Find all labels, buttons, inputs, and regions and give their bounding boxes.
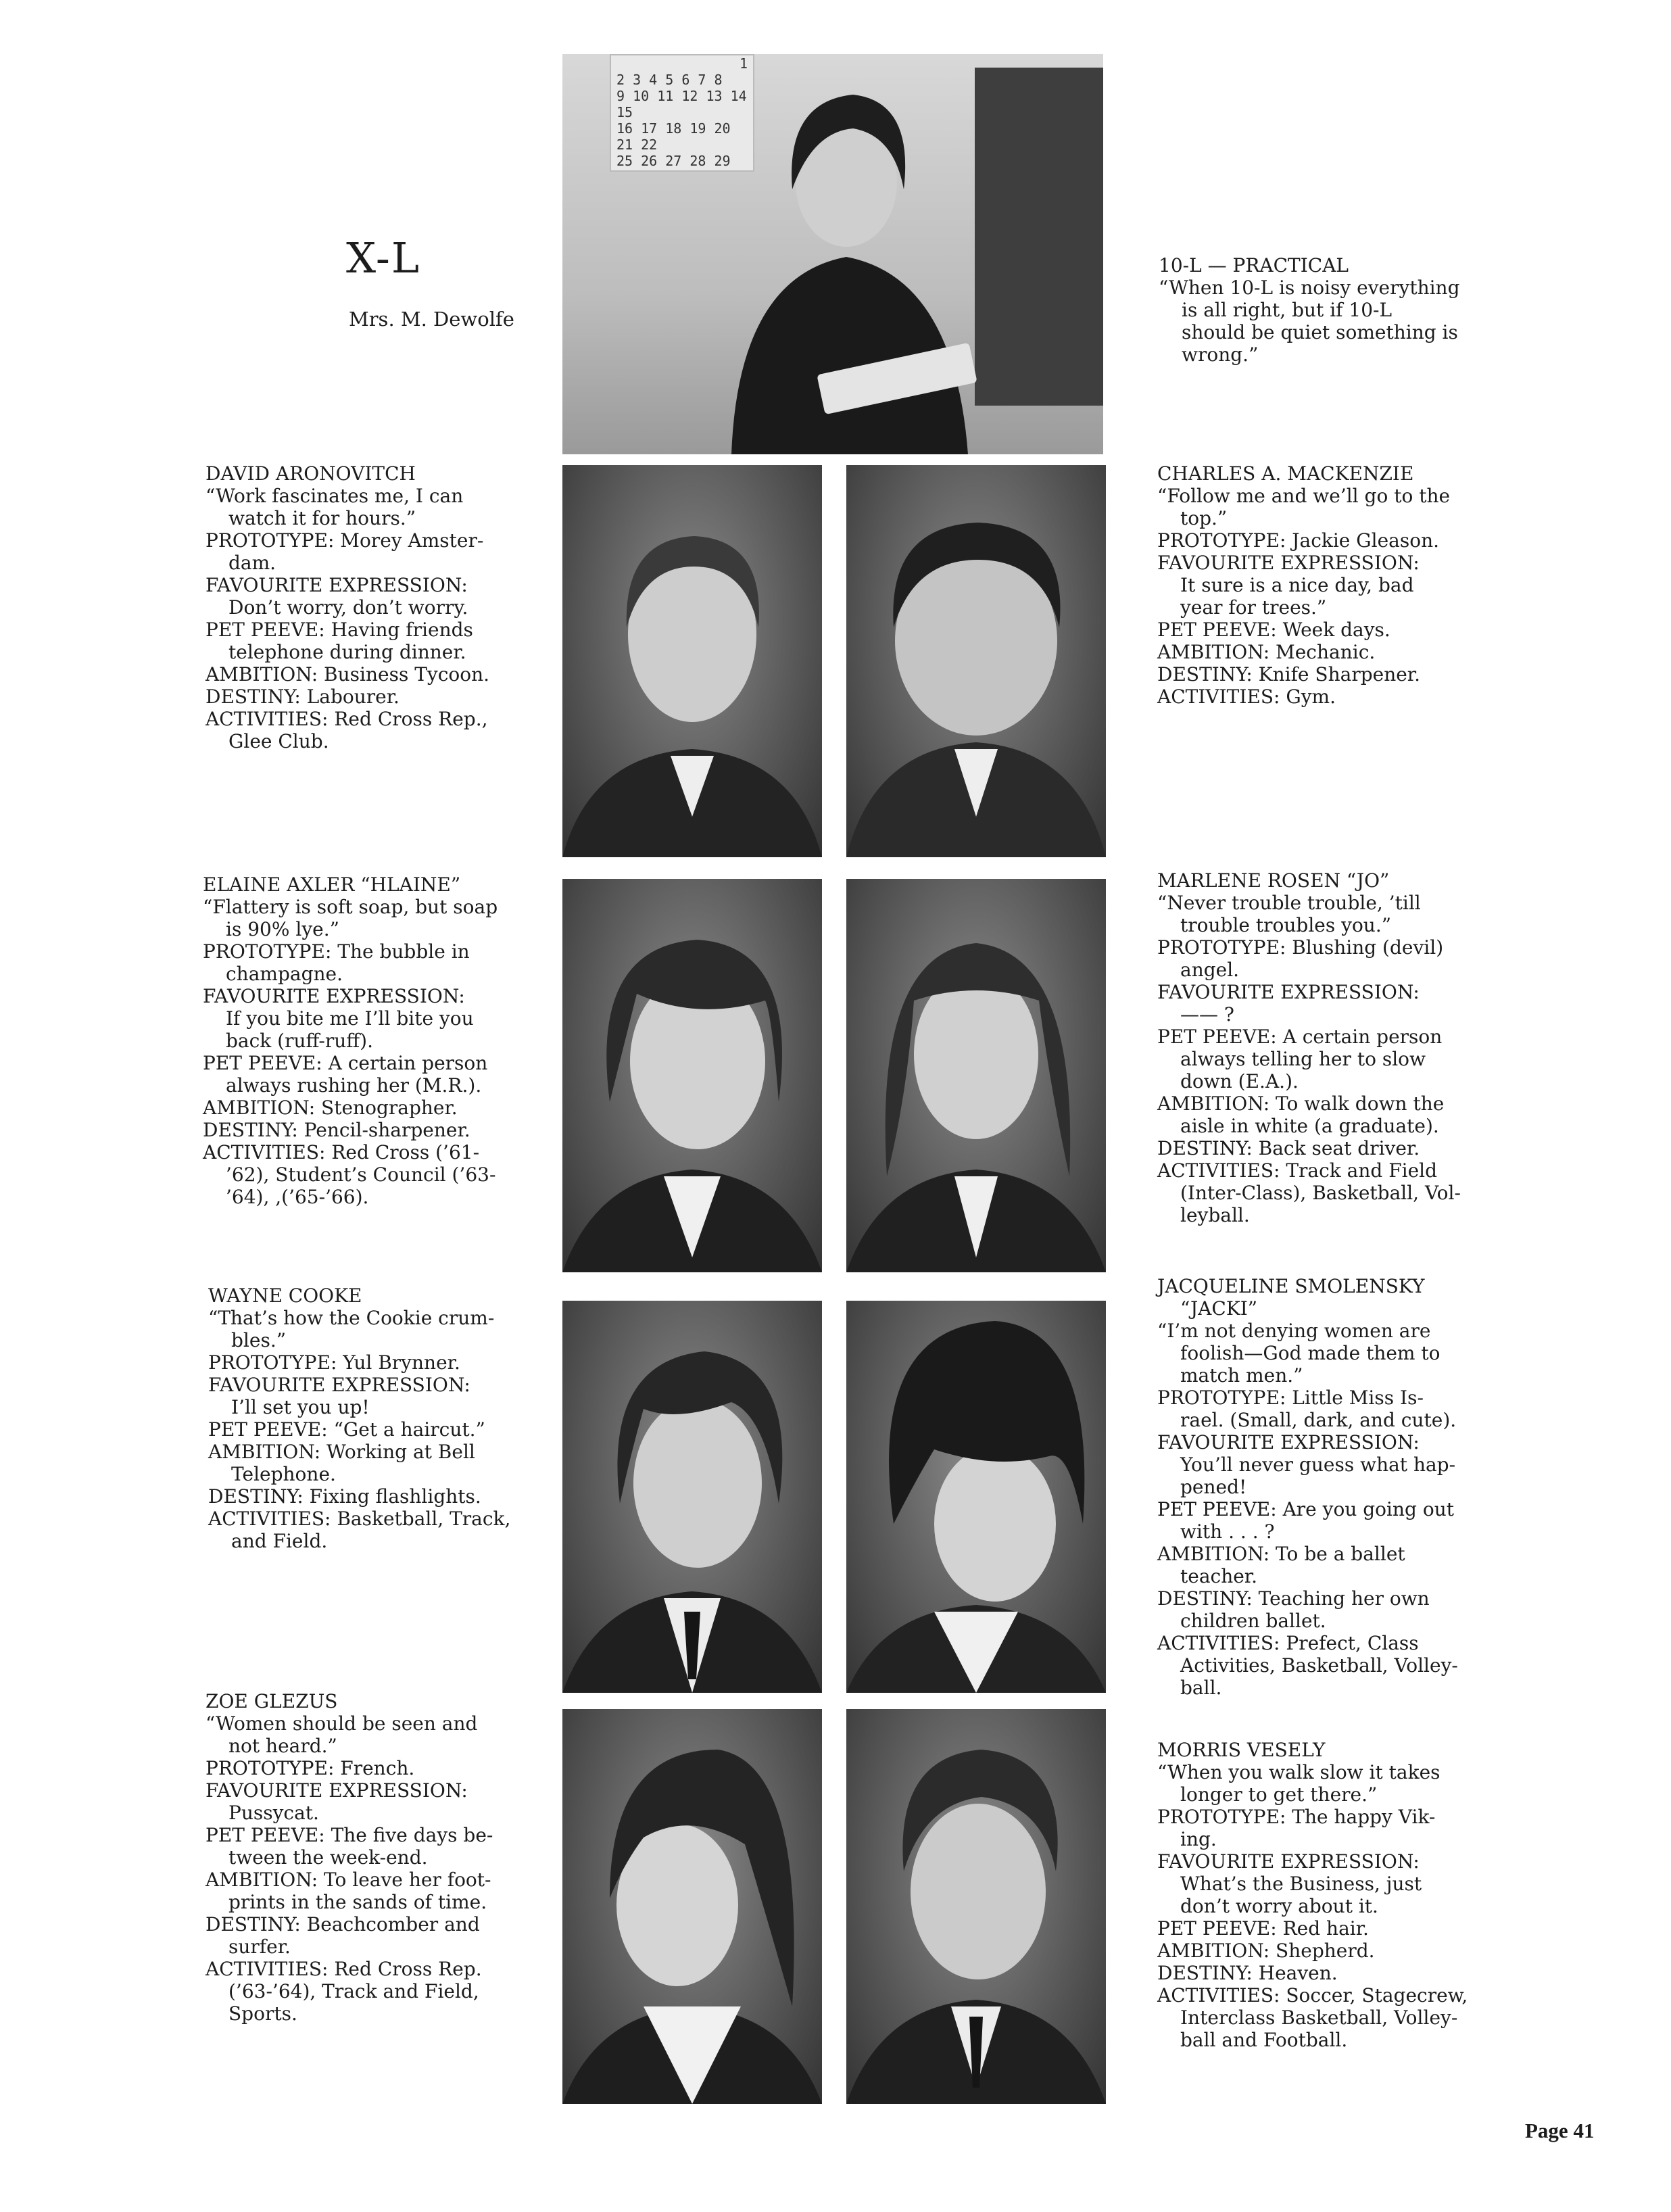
- bio-line: always telling her to slow: [1180, 1048, 1426, 1070]
- bio-name: JACQUELINE SMOLENSKY: [1157, 1275, 1425, 1297]
- bio-line: trouble troubles you.”: [1180, 914, 1392, 936]
- page-number: Page 41: [1525, 2119, 1595, 2142]
- bio-line: AMBITION: To walk down the: [1157, 1092, 1445, 1115]
- bio-line: ACTIVITIES: Prefect, Class: [1157, 1632, 1419, 1654]
- bio-line: telephone during dinner.: [228, 641, 466, 663]
- bio-line: PET PEEVE: A certain person: [1157, 1026, 1443, 1048]
- bio-line: You’ll never guess what hap-: [1180, 1453, 1456, 1476]
- bio-name: MARLENE ROSEN “JO”: [1157, 869, 1390, 892]
- portrait-elaine: [562, 879, 822, 1272]
- bio-line: (’63-’64), Track and Field,: [228, 1980, 479, 2002]
- bio-line: bles.”: [231, 1329, 287, 1351]
- bio-line: PROTOTYPE: The happy Vik-: [1157, 1806, 1436, 1828]
- bio-line: DESTINY: Pencil-sharpener.: [203, 1119, 470, 1141]
- bio-line: PET PEEVE: Are you going out: [1157, 1498, 1454, 1520]
- bio-line: is 90% lye.”: [226, 918, 339, 940]
- bio-line: top.”: [1180, 507, 1228, 529]
- student-bio-zoe: [205, 1690, 493, 2025]
- bio-line: ACTIVITIES: Red Cross (’61-: [203, 1141, 480, 1163]
- bio-line: “When you walk slow it takes: [1157, 1761, 1440, 1783]
- bio-line: back (ruff-ruff).: [226, 1030, 373, 1052]
- calendar-row: 25 26 27 28 29: [616, 153, 731, 169]
- portrait-david: [562, 465, 822, 857]
- bio-line: children ballet.: [1180, 1610, 1326, 1632]
- bio-line: ACTIVITIES: Basketball, Track,: [208, 1508, 511, 1530]
- student-bio-elaine: [203, 873, 498, 1208]
- bio-line: DESTINY: Labourer.: [205, 686, 399, 708]
- bio-line: match men.”: [1180, 1364, 1303, 1387]
- bio-line: ACTIVITIES: Red Cross Rep.,: [205, 708, 488, 730]
- bio-line: PROTOTYPE: The bubble in: [203, 940, 470, 963]
- bio-line: AMBITION: Mechanic.: [1157, 641, 1376, 663]
- bio-line: don’t worry about it.: [1180, 1895, 1378, 1917]
- bio-line: PET PEEVE: Week days.: [1157, 619, 1390, 641]
- bio-line: FAVOURITE EXPRESSION:: [1157, 552, 1420, 574]
- calendar-row: 1: [739, 55, 748, 72]
- bio-name: DAVID ARONOVITCH: [205, 462, 416, 485]
- bio-line: prints in the sands of time.: [228, 1891, 487, 1913]
- bio-line: PROTOTYPE: Jackie Gleason.: [1157, 529, 1440, 552]
- bio-line: PET PEEVE: Having friends: [205, 619, 473, 641]
- bio-line: ball and Football.: [1180, 2029, 1348, 2051]
- bio-line: PET PEEVE: The five days be-: [205, 1824, 493, 1846]
- bio-line: FAVOURITE EXPRESSION:: [205, 574, 468, 596]
- bio-line: Interclass Basketball, Volley-: [1180, 2006, 1458, 2029]
- bio-line: PROTOTYPE: Yul Brynner.: [208, 1351, 460, 1374]
- student-bio-marlene: [1157, 869, 1461, 1226]
- bio-name: ELAINE AXLER “HLAINE”: [203, 873, 461, 896]
- bio-line: I’ll set you up!: [231, 1396, 370, 1418]
- motto-line: is all right, but if 10-L: [1182, 299, 1392, 321]
- bio-line: FAVOURITE EXPRESSION:: [203, 985, 465, 1007]
- bio-line: PET PEEVE: A certain person: [203, 1052, 488, 1074]
- bio-line: always rushing her (M.R.).: [226, 1074, 482, 1097]
- bio-name: WAYNE COOKE: [208, 1284, 362, 1307]
- motto-line: wrong.”: [1182, 343, 1259, 366]
- bio-line: “Follow me and we’ll go to the: [1157, 485, 1451, 507]
- bio-line: angel.: [1180, 959, 1240, 981]
- bio-line: DESTINY: Teaching her own: [1157, 1587, 1430, 1610]
- bio-line: Glee Club.: [228, 730, 329, 752]
- bio-line: champagne.: [226, 963, 343, 985]
- bio-line: foolish—God made them to: [1180, 1342, 1440, 1364]
- bio-line: DESTINY: Heaven.: [1157, 1962, 1338, 1984]
- bio-line: “Women should be seen and: [205, 1712, 478, 1735]
- bio-line: FAVOURITE EXPRESSION:: [1157, 981, 1420, 1003]
- bio-line: AMBITION: To leave her foot-: [205, 1869, 491, 1891]
- bio-line: leyball.: [1180, 1204, 1250, 1226]
- bio-line: DESTINY: Beachcomber and: [205, 1913, 480, 1936]
- bio-line: FAVOURITE EXPRESSION:: [1157, 1431, 1420, 1453]
- bio-line: AMBITION: Working at Bell: [208, 1441, 475, 1463]
- bio-line: ACTIVITIES: Soccer, Stagecrew,: [1157, 1984, 1468, 2006]
- bio-line: DESTINY: Back seat driver.: [1157, 1137, 1420, 1159]
- bio-line: year for trees.”: [1180, 596, 1327, 619]
- bio-name: MORRIS VESELY: [1157, 1739, 1326, 1761]
- bio-line: and Field.: [231, 1530, 328, 1552]
- bio-line: Don’t worry, don’t worry.: [228, 596, 468, 619]
- portrait-wayne: [562, 1301, 822, 1693]
- portrait-marlene: [846, 879, 1106, 1272]
- bio-line: ing.: [1180, 1828, 1217, 1850]
- calendar-row: 2 3 4 5 6 7 8: [616, 72, 723, 88]
- bio-line: pened!: [1180, 1476, 1247, 1498]
- bio-line: (Inter-Class), Basketball, Vol-: [1180, 1182, 1461, 1204]
- bio-line: surfer.: [228, 1936, 291, 1958]
- bio-line: Pussycat.: [228, 1802, 319, 1824]
- bio-line: Telephone.: [231, 1463, 336, 1485]
- bio-line: down (E.A.).: [1180, 1070, 1299, 1092]
- student-bio-charles: [1157, 462, 1450, 708]
- bio-line: Activities, Basketball, Volley-: [1180, 1654, 1458, 1677]
- calendar-row: 16 17 18 19 20 21 22: [616, 120, 731, 153]
- bio-line: PET PEEVE: “Get a haircut.”: [208, 1418, 485, 1441]
- bio-line: It sure is a nice day, bad: [1180, 574, 1414, 596]
- teacher-name: Mrs. M. Dewolfe: [349, 308, 514, 331]
- bio-line: rael. (Small, dark, and cute).: [1180, 1409, 1457, 1431]
- bio-line: with . . . ?: [1180, 1520, 1275, 1543]
- bio-line: PROTOTYPE: Morey Amster-: [205, 529, 484, 552]
- bio-line: tween the week-end.: [228, 1846, 428, 1869]
- bio-line: teacher.: [1180, 1565, 1258, 1587]
- bio-line: “I’m not denying women are: [1157, 1320, 1431, 1342]
- bio-name: ZOE GLEZUS: [205, 1690, 338, 1712]
- bio-line: Sports.: [228, 2002, 297, 2025]
- bio-line: dam.: [228, 552, 276, 574]
- bio-line: “That’s how the Cookie crum-: [208, 1307, 495, 1329]
- bio-line: PROTOTYPE: Blushing (devil): [1157, 936, 1444, 959]
- bio-line: DESTINY: Fixing flashlights.: [208, 1485, 481, 1508]
- motto-line: 10-L — PRACTICAL: [1159, 254, 1349, 276]
- bio-line: “Work fascinates me, I can: [205, 485, 464, 507]
- bio-line: ’62), Student’s Council (’63-: [226, 1163, 496, 1186]
- portrait-zoe: [562, 1709, 822, 2104]
- bio-line: —— ?: [1180, 1003, 1234, 1026]
- bio-line: ’64), ,(’65-’66).: [226, 1186, 369, 1208]
- portrait-jacqueline: [846, 1301, 1106, 1693]
- bio-line: AMBITION: To be a ballet: [1157, 1543, 1405, 1565]
- bio-line: AMBITION: Business Tycoon.: [205, 663, 490, 686]
- bio-line: ACTIVITIES: Red Cross Rep.: [205, 1958, 482, 1980]
- motto-line: “When 10-L is noisy everything: [1159, 276, 1460, 299]
- bio-line: PET PEEVE: Red hair.: [1157, 1917, 1369, 1940]
- student-bio-david: [205, 462, 489, 752]
- bio-line: “Flattery is soft soap, but soap: [203, 896, 498, 918]
- bio-line: aisle in white (a graduate).: [1180, 1115, 1439, 1137]
- teacher-photo: [562, 54, 1103, 454]
- student-bio-jacqueline: [1157, 1275, 1458, 1699]
- bio-line: AMBITION: Stenographer.: [203, 1097, 458, 1119]
- wall-calendar: [610, 54, 754, 172]
- bio-line: ACTIVITIES: Gym.: [1157, 686, 1336, 708]
- bio-line: watch it for hours.”: [228, 507, 416, 529]
- class-motto: [1159, 254, 1460, 366]
- bio-line: ACTIVITIES: Track and Field: [1157, 1159, 1438, 1182]
- bio-line: If you bite me I’ll bite you: [226, 1007, 474, 1030]
- bio-line: DESTINY: Knife Sharpener.: [1157, 663, 1421, 686]
- student-bio-morris: [1157, 1739, 1468, 2051]
- bio-line: PROTOTYPE: Little Miss Is-: [1157, 1387, 1424, 1409]
- bio-line: FAVOURITE EXPRESSION:: [205, 1779, 468, 1802]
- bio-line: “JACKI”: [1180, 1297, 1258, 1320]
- portrait-charles: [846, 465, 1106, 857]
- bio-line: longer to get there.”: [1180, 1783, 1378, 1806]
- bio-line: AMBITION: Shepherd.: [1157, 1940, 1375, 1962]
- portrait-morris: [846, 1709, 1106, 2104]
- calendar-row: 9 10 11 12 13 14 15: [616, 88, 747, 120]
- bio-line: “Never trouble trouble, ’till: [1157, 892, 1421, 914]
- student-bio-wayne: [208, 1284, 510, 1552]
- bio-line: FAVOURITE EXPRESSION:: [1157, 1850, 1420, 1873]
- bio-name: CHARLES A. MACKENZIE: [1157, 462, 1414, 485]
- bio-line: PROTOTYPE: French.: [205, 1757, 415, 1779]
- motto-line: should be quiet something is: [1182, 321, 1458, 343]
- bio-line: ball.: [1180, 1677, 1222, 1699]
- bio-line: What’s the Business, just: [1180, 1873, 1422, 1895]
- class-title: X-L: [346, 233, 421, 283]
- bio-line: FAVOURITE EXPRESSION:: [208, 1374, 470, 1396]
- bio-line: not heard.”: [228, 1735, 337, 1757]
